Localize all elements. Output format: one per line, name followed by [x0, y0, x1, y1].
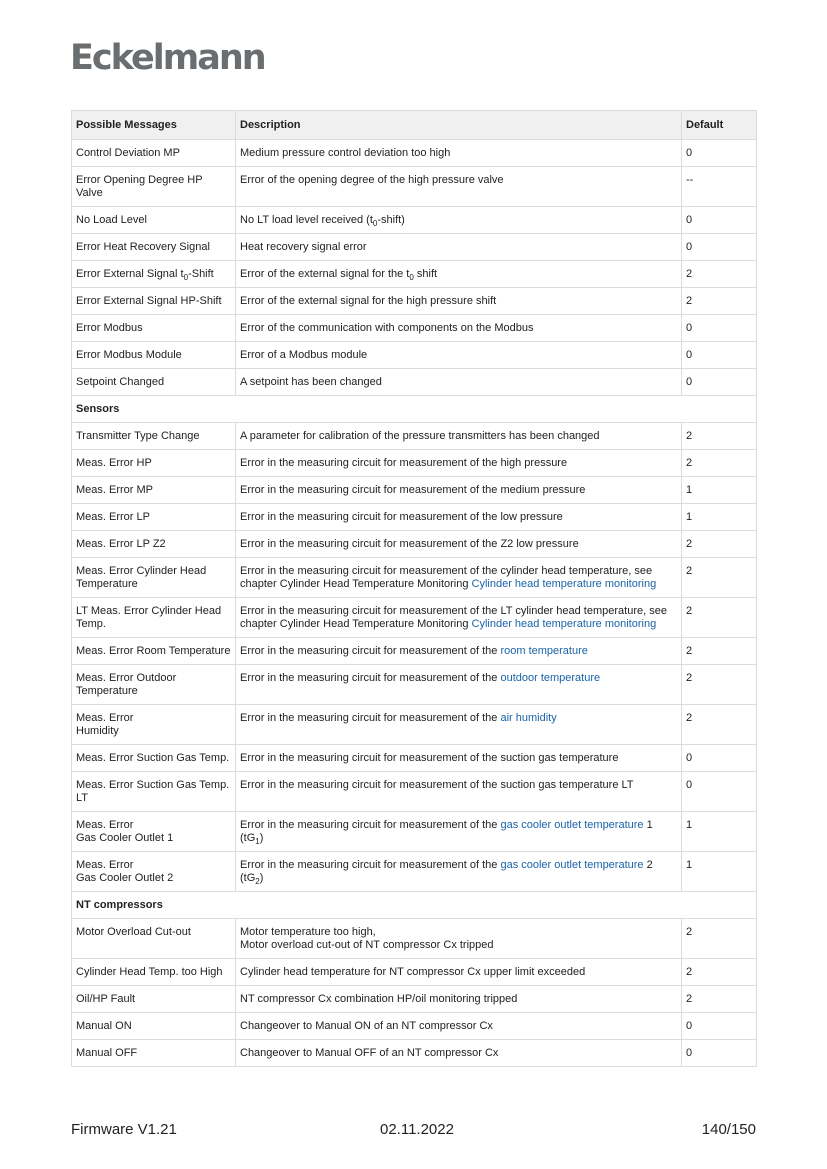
footer-page-number: 140/150 — [701, 1121, 756, 1138]
table-row — [72, 665, 757, 705]
description-text: Motor temperature too high, Motor overload cut-out of NT compressor Cx tripped — [240, 926, 494, 951]
table-row — [72, 423, 757, 450]
description-cell — [236, 852, 682, 892]
description-cell — [236, 504, 682, 531]
description-text: Error of a Modbus module — [240, 349, 368, 361]
section-row — [72, 396, 757, 423]
footer-date: 02.11.2022 — [380, 1121, 454, 1138]
default-value-cell: 2 — [682, 531, 757, 558]
message-cell — [72, 140, 236, 167]
description-text: Error of the external signal for the high pressure shift — [240, 295, 497, 307]
table-row — [72, 477, 757, 504]
message-cell — [72, 450, 236, 477]
message-text: Error Heat Recovery Signal — [76, 241, 210, 253]
default-value-cell: 0 — [682, 140, 757, 167]
table-row — [72, 1013, 757, 1040]
description-subscript: 2 — [255, 877, 260, 887]
description-text: Error of the external signal for the t — [240, 268, 410, 280]
message-cell — [72, 919, 236, 959]
message-cell — [72, 638, 236, 665]
message-text: Motor Overload Cut-out — [76, 926, 191, 938]
description-cell — [236, 207, 682, 234]
table-row — [72, 705, 757, 745]
description-cell — [236, 638, 682, 665]
message-text: Oil/HP Fault — [76, 993, 136, 1005]
description-text: Error in the measuring circuit for measurement of the cylinder head temperature, see chapter Cylinder Head Temperature Monitoring — [240, 565, 653, 590]
message-cell — [72, 261, 236, 288]
description-cell — [236, 369, 682, 396]
description-cell — [236, 772, 682, 812]
default-value-cell: 0 — [682, 369, 757, 396]
table-row — [72, 919, 757, 959]
description-text: Changeover to Manual ON of an NT compressor Cx — [240, 1020, 493, 1032]
eckelmann-logo: Eckelmann — [70, 38, 265, 78]
description-text: Error of the communication with components on the Modbus — [240, 322, 534, 334]
message-text: Meas. Error HP — [76, 457, 152, 469]
table-row — [72, 558, 757, 598]
default-value-cell: 0 — [682, 1013, 757, 1040]
default-value-cell: 2 — [682, 919, 757, 959]
description-link[interactable]: Cylinder head temperature monitoring — [471, 618, 657, 630]
description-text: Error in the measuring circuit for measurement of the Z2 low pressure — [240, 538, 579, 550]
description-text: Error in the measuring circuit for measurement of the high pressure — [240, 457, 568, 469]
message-cell — [72, 234, 236, 261]
table-row — [72, 450, 757, 477]
description-subscript: 0 — [372, 219, 378, 229]
description-cell — [236, 1040, 682, 1067]
message-cell — [72, 423, 236, 450]
message-subscript: 0 — [183, 273, 189, 283]
table-header-row — [72, 111, 757, 140]
message-cell — [72, 772, 236, 812]
default-value-cell: 2 — [682, 261, 757, 288]
message-text: Meas. Error LP Z2 — [76, 538, 166, 550]
description-text: Changeover to Manual OFF of an NT compressor Cx — [240, 1047, 499, 1059]
description-text: Error of the opening degree of the high pressure valve — [240, 174, 504, 186]
message-cell — [72, 745, 236, 772]
message-cell — [72, 665, 236, 705]
message-cell — [72, 342, 236, 369]
description-text: Error in the measuring circuit for measurement of the — [240, 819, 501, 831]
description-link[interactable]: Cylinder head temperature monitoring — [471, 578, 657, 590]
table-row — [72, 288, 757, 315]
description-text: Error in the measuring circuit for measurement of the LT cylinder head temperature, see chapter Cylinder Head Temperature Monitoring — [240, 605, 667, 630]
message-cell — [72, 1013, 236, 1040]
description-text: Cylinder head temperature for NT compressor Cx upper limit exceeded — [240, 966, 586, 978]
table-row — [72, 598, 757, 638]
message-cell — [72, 315, 236, 342]
message-text: Meas. Error Cylinder Head Temperature — [76, 565, 207, 590]
message-text: Meas. Error Suction Gas Temp. — [76, 752, 230, 764]
message-cell — [72, 558, 236, 598]
default-value-cell: 0 — [682, 342, 757, 369]
message-text: No Load Level — [76, 214, 147, 226]
description-text: Error in the measuring circuit for measurement of the medium pressure — [240, 484, 586, 496]
message-text: Meas. Error Outdoor Temperature — [76, 672, 177, 697]
column-header-messages: Possible Messages — [72, 111, 236, 140]
table-row — [72, 959, 757, 986]
message-text: LT Meas. Error Cylinder Head Temp. — [76, 605, 222, 630]
section-title: NT compressors — [72, 892, 757, 919]
description-cell — [236, 558, 682, 598]
description-text: Error in the measuring circuit for measurement of the suction gas temperature LT — [240, 779, 634, 791]
table-body — [72, 140, 757, 1067]
description-cell — [236, 986, 682, 1013]
message-text: Error Modbus — [76, 322, 143, 334]
description-text: ) — [259, 872, 264, 884]
description-cell — [236, 450, 682, 477]
message-text: Setpoint Changed — [76, 376, 165, 388]
description-cell — [236, 140, 682, 167]
table-row — [72, 261, 757, 288]
table-row — [72, 342, 757, 369]
footer-firmware: Firmware V1.21 — [71, 1121, 177, 1138]
description-cell — [236, 531, 682, 558]
default-value-cell: 2 — [682, 638, 757, 665]
table-row — [72, 207, 757, 234]
table-row — [72, 986, 757, 1013]
description-text: NT compressor Cx combination HP/oil monitoring tripped — [240, 993, 518, 1005]
description-link[interactable]: gas cooler outlet temperature — [500, 819, 644, 831]
description-cell — [236, 342, 682, 369]
message-text: Meas. Error MP — [76, 484, 154, 496]
description-subscript: 1 — [255, 837, 260, 847]
default-value-cell: -- — [682, 167, 757, 207]
message-cell — [72, 207, 236, 234]
table-row — [72, 140, 757, 167]
table-row — [72, 812, 757, 852]
description-text: shift — [413, 268, 438, 280]
default-value-cell: 2 — [682, 986, 757, 1013]
table-row — [72, 234, 757, 261]
description-cell — [236, 705, 682, 745]
message-cell — [72, 531, 236, 558]
message-cell — [72, 598, 236, 638]
description-link[interactable]: room temperature — [500, 645, 588, 657]
message-cell — [72, 504, 236, 531]
message-text: Error External Signal t — [76, 268, 184, 280]
description-link[interactable]: outdoor temperature — [500, 672, 601, 684]
description-cell — [236, 598, 682, 638]
message-text: Meas. Error Gas Cooler Outlet 1 — [76, 819, 174, 844]
message-text: Error Opening Degree HP Valve — [76, 174, 203, 199]
default-value-cell: 0 — [682, 207, 757, 234]
message-cell — [72, 369, 236, 396]
description-cell — [236, 234, 682, 261]
message-text: Meas. Error Gas Cooler Outlet 2 — [76, 859, 174, 884]
default-value-cell: 0 — [682, 1040, 757, 1067]
default-value-cell: 0 — [682, 772, 757, 812]
table-row — [72, 745, 757, 772]
default-value-cell: 2 — [682, 598, 757, 638]
description-cell — [236, 261, 682, 288]
message-text: Control Deviation MP — [76, 147, 180, 159]
table-row — [72, 772, 757, 812]
description-text: Medium pressure control deviation too high — [240, 147, 451, 159]
message-text: Transmitter Type Change — [76, 430, 200, 442]
default-value-cell: 0 — [682, 315, 757, 342]
message-text: Error Modbus Module — [76, 349, 182, 361]
message-text: Meas. Error LP — [76, 511, 150, 523]
message-text: Meas. Error Suction Gas Temp. LT — [76, 779, 230, 804]
description-text: Error in the measuring circuit for measurement of the low pressure — [240, 511, 563, 523]
description-text: No LT load level received (t — [240, 214, 373, 226]
table-row — [72, 315, 757, 342]
table-row — [72, 852, 757, 892]
message-text: Error External Signal HP-Shift — [76, 295, 222, 307]
column-header-description: Description — [236, 111, 682, 140]
description-cell — [236, 423, 682, 450]
description-cell — [236, 812, 682, 852]
message-text: Meas. Error Humidity — [76, 712, 134, 737]
default-value-cell: 1 — [682, 852, 757, 892]
description-cell — [236, 315, 682, 342]
description-cell — [236, 477, 682, 504]
message-cell — [72, 812, 236, 852]
description-cell — [236, 665, 682, 705]
message-cell — [72, 986, 236, 1013]
table-row — [72, 1040, 757, 1067]
message-cell — [72, 288, 236, 315]
description-text: Error in the measuring circuit for measurement of the suction gas temperature — [240, 752, 619, 764]
description-text: Error in the measuring circuit for measurement of the — [240, 859, 501, 871]
description-subscript: 0 — [409, 273, 414, 283]
default-value-cell: 1 — [682, 812, 757, 852]
description-cell — [236, 1013, 682, 1040]
description-text: ) — [259, 832, 264, 844]
message-cell — [72, 1040, 236, 1067]
message-cell — [72, 959, 236, 986]
message-cell — [72, 705, 236, 745]
description-text: 1 (tG — [240, 819, 653, 844]
default-value-cell: 0 — [682, 234, 757, 261]
table-row — [72, 638, 757, 665]
description-cell — [236, 288, 682, 315]
default-value-cell: 2 — [682, 705, 757, 745]
message-text: Manual ON — [76, 1020, 132, 1032]
message-cell — [72, 167, 236, 207]
description-cell — [236, 167, 682, 207]
default-value-cell: 2 — [682, 558, 757, 598]
default-value-cell: 1 — [682, 504, 757, 531]
description-text: A setpoint has been changed — [240, 376, 382, 388]
description-link[interactable]: air humidity — [500, 712, 557, 724]
messages-table — [71, 110, 757, 1067]
message-text: -Shift — [188, 268, 214, 280]
default-value-cell: 2 — [682, 665, 757, 705]
description-text: -shift) — [377, 214, 405, 226]
column-header-default: Default — [682, 111, 757, 140]
description-text: Heat recovery signal error — [240, 241, 367, 253]
description-text: A parameter for calibration of the pressure transmitters has been changed — [240, 430, 600, 442]
message-cell — [72, 477, 236, 504]
default-value-cell: 1 — [682, 477, 757, 504]
default-value-cell: 2 — [682, 288, 757, 315]
table-row — [72, 531, 757, 558]
description-text: Error in the measuring circuit for measurement of the — [240, 672, 501, 684]
message-text: Manual OFF — [76, 1047, 138, 1059]
message-text: Cylinder Head Temp. too High — [76, 966, 223, 978]
message-text: Meas. Error Room Temperature — [76, 645, 231, 657]
default-value-cell: 2 — [682, 959, 757, 986]
message-cell — [72, 852, 236, 892]
description-link[interactable]: gas cooler outlet temperature — [500, 859, 644, 871]
default-value-cell: 0 — [682, 745, 757, 772]
section-title: Sensors — [72, 396, 757, 423]
section-row — [72, 892, 757, 919]
description-cell — [236, 919, 682, 959]
table-row — [72, 369, 757, 396]
table-row — [72, 504, 757, 531]
description-text: Error in the measuring circuit for measurement of the — [240, 712, 501, 724]
table-row — [72, 167, 757, 207]
description-cell — [236, 745, 682, 772]
description-cell — [236, 959, 682, 986]
description-text: Error in the measuring circuit for measurement of the — [240, 645, 501, 657]
default-value-cell: 2 — [682, 423, 757, 450]
default-value-cell: 2 — [682, 450, 757, 477]
description-text: 2 (tG — [240, 859, 653, 884]
